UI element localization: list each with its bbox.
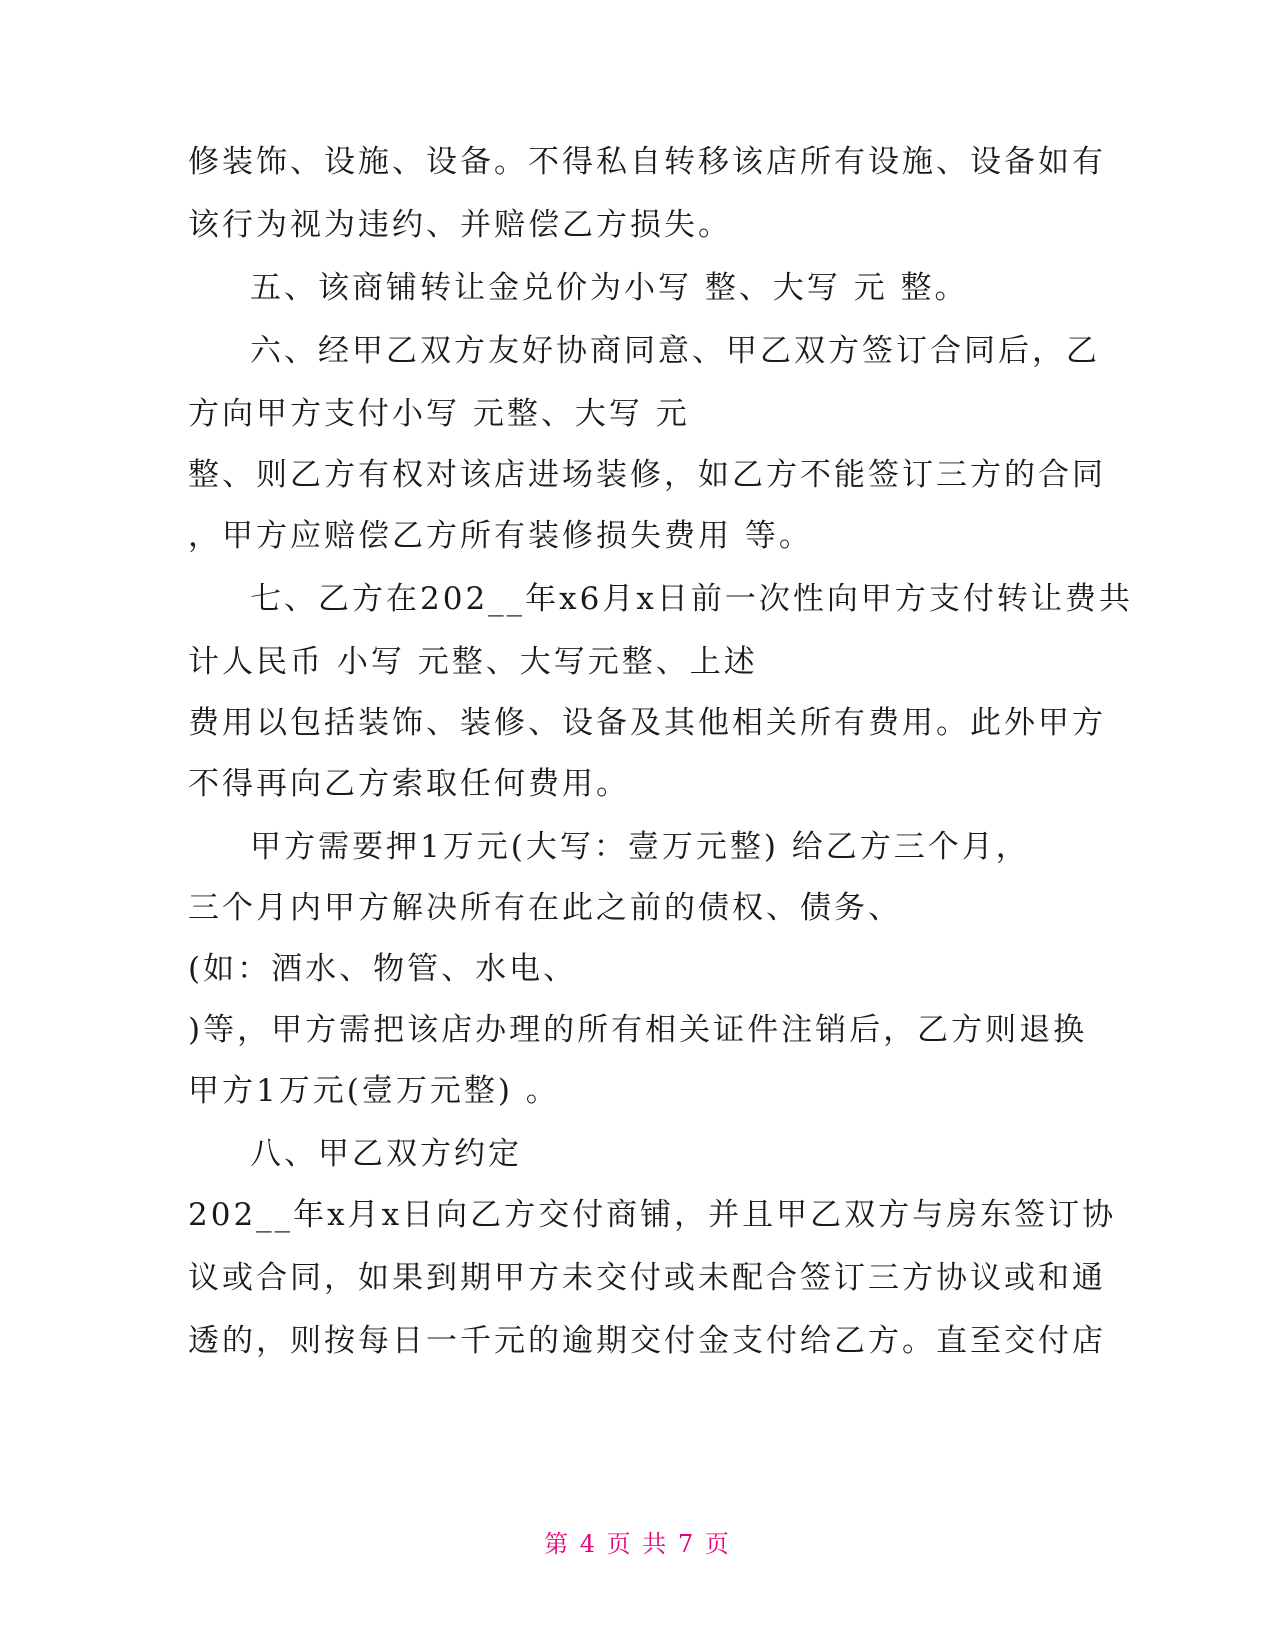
text-line: )等，甲方需把该店办理的所有相关证件注销后，乙方则退换: [188, 1012, 1088, 1048]
text-line: 五、该商铺转让金兑价为小写 整、大写 元 整。: [250, 270, 969, 306]
text-line: 甲方需要押1万元(大写：壹万元整) 给乙方三个月，: [250, 829, 1030, 865]
text-line: 该行为视为违约、并赔偿乙方损失。: [188, 207, 732, 243]
text-line: 方向甲方支付小写 元整、大写 元: [188, 396, 690, 432]
text-line: 透的，则按每日一千元的逾期交付金支付给乙方。直至交付店: [188, 1323, 1106, 1359]
text-line: 七、乙方在202__年x6月x日前一次性向甲方支付转让费共: [250, 581, 1133, 617]
text-line: ，甲方应赔偿乙方所有装修损失费用 等。: [188, 518, 813, 554]
text-line: 甲方1万元(壹万元整) 。: [188, 1073, 560, 1109]
text-line: 不得再向乙方索取任何费用。: [188, 766, 630, 802]
text-line: 整、则乙方有权对该店进场装修，如乙方不能签订三方的合同: [188, 457, 1106, 493]
text-line: 议或合同，如果到期甲方未交付或未配合签订三方协议或和通: [188, 1260, 1106, 1296]
text-line: 修装饰、设施、设备。不得私自转移该店所有设施、设备如有: [188, 144, 1106, 180]
text-line: (如：酒水、物管、水电、: [188, 951, 578, 987]
text-line: 费用以包括装饰、装修、设备及其他相关所有费用。此外甲方: [188, 705, 1106, 741]
text-line: 六、经甲乙双方友好协商同意、甲乙双方签订合同后，乙: [250, 333, 1100, 369]
page-number-footer: 第 4 页 共 7 页: [544, 1530, 731, 1558]
text-line: 三个月内甲方解决所有在此之前的债权、债务、: [188, 890, 902, 926]
text-line: 八、甲乙双方约定: [250, 1136, 522, 1172]
text-line: 计人民币 小写 元整、大写元整、上述: [188, 644, 758, 680]
text-line: 202__年x月x日向乙方交付商铺，并且甲乙双方与房东签订协: [188, 1197, 1117, 1233]
